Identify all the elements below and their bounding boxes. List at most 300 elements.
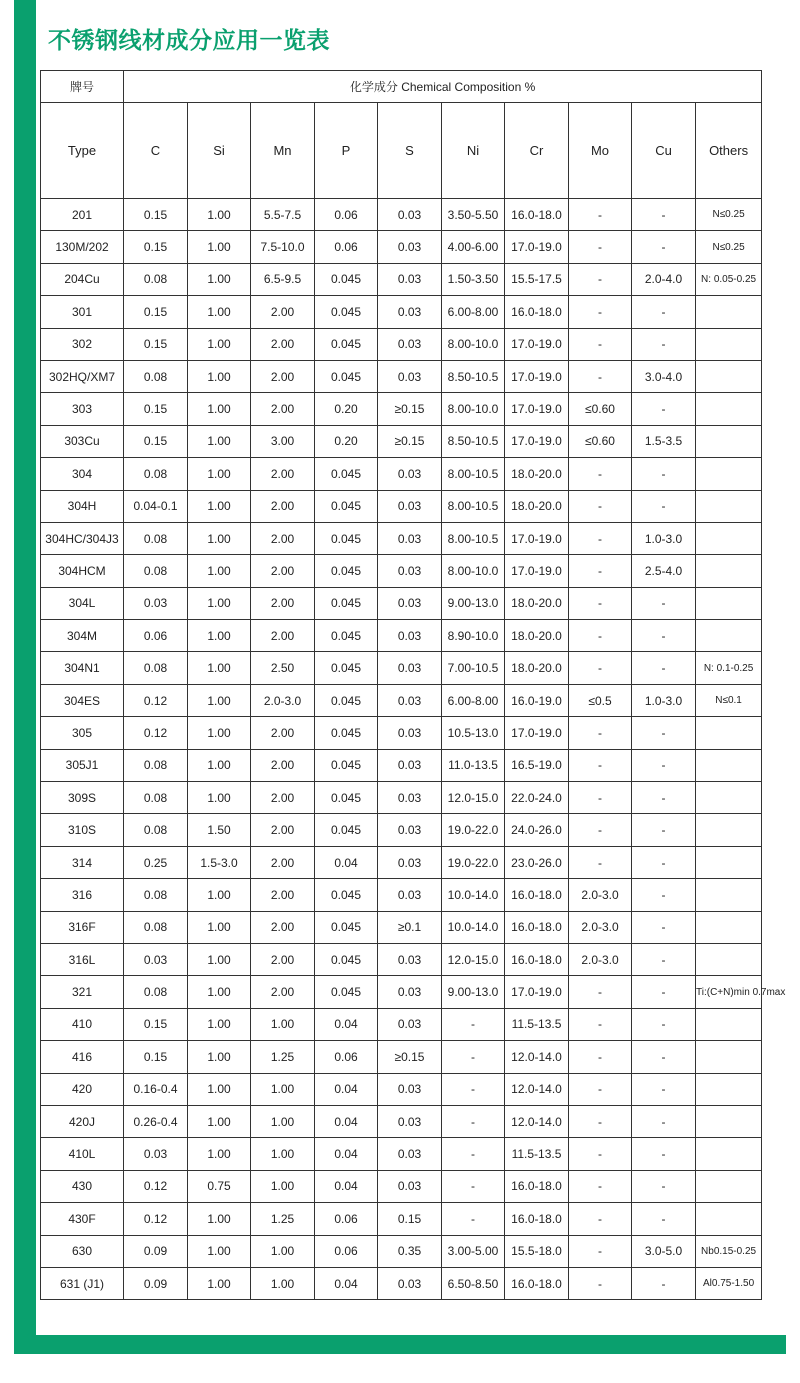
table-cell: 0.08 xyxy=(124,522,188,554)
table-cell xyxy=(696,522,762,554)
table-cell: 2.0-3.0 xyxy=(251,684,315,716)
table-cell: N≤0.1 xyxy=(696,684,762,716)
table-cell: 8.00-10.0 xyxy=(442,393,505,425)
grade-cell: 314 xyxy=(41,846,124,878)
table-cell: - xyxy=(632,587,696,619)
table-cell: 11.5-13.5 xyxy=(505,1008,569,1040)
table-row xyxy=(41,879,762,911)
table-cell: 3.00 xyxy=(251,425,315,457)
table-row xyxy=(41,522,762,554)
table-row xyxy=(41,846,762,878)
grade-label: 牌号 xyxy=(41,71,124,103)
table-cell: 0.15 xyxy=(378,1203,442,1235)
table-cell: 2.00 xyxy=(251,360,315,392)
table-cell: - xyxy=(632,328,696,360)
table-cell: 0.04 xyxy=(315,1267,378,1299)
table-cell: - xyxy=(632,749,696,781)
table-cell: 1.00 xyxy=(188,458,251,490)
table-cell: - xyxy=(442,1138,505,1170)
table-cell xyxy=(696,555,762,587)
table-row xyxy=(41,393,762,425)
table-cell: 1.00 xyxy=(188,1041,251,1073)
table-cell: - xyxy=(632,911,696,943)
table-cell: 0.15 xyxy=(124,1008,188,1040)
table-cell: 0.08 xyxy=(124,782,188,814)
table-cell: - xyxy=(569,652,632,684)
table-cell: 0.03 xyxy=(378,263,442,295)
column-header: C xyxy=(124,103,188,199)
table-cell xyxy=(696,749,762,781)
table-cell xyxy=(696,717,762,749)
table-cell: 6.5-9.5 xyxy=(251,263,315,295)
table-cell: 0.06 xyxy=(315,231,378,263)
table-cell: 0.03 xyxy=(378,976,442,1008)
table-cell: - xyxy=(569,296,632,328)
table-row xyxy=(41,199,762,231)
table-cell: 2.00 xyxy=(251,879,315,911)
composition-table xyxy=(40,70,786,1300)
header-row-columns xyxy=(41,103,762,199)
table-cell: - xyxy=(442,1073,505,1105)
table-cell: 0.08 xyxy=(124,555,188,587)
table-cell: 16.5-19.0 xyxy=(505,749,569,781)
table-cell: 0.06 xyxy=(315,1203,378,1235)
table-cell: - xyxy=(569,1138,632,1170)
table-cell xyxy=(696,814,762,846)
table-cell: - xyxy=(569,587,632,619)
table-cell: 0.045 xyxy=(315,652,378,684)
table-cell: 0.08 xyxy=(124,749,188,781)
table-cell: 24.0-26.0 xyxy=(505,814,569,846)
table-cell: 2.5-4.0 xyxy=(632,555,696,587)
table-row xyxy=(41,976,762,1008)
table-cell: - xyxy=(569,199,632,231)
table-cell: 16.0-19.0 xyxy=(505,684,569,716)
table-row xyxy=(41,458,762,490)
table-cell: - xyxy=(569,263,632,295)
table-cell: 12.0-15.0 xyxy=(442,782,505,814)
table-cell: 0.16-0.4 xyxy=(124,1073,188,1105)
table-row xyxy=(41,587,762,619)
table-cell: 1.00 xyxy=(188,1138,251,1170)
table-cell: 2.00 xyxy=(251,328,315,360)
table-cell: 0.03 xyxy=(378,1267,442,1299)
table-cell: - xyxy=(632,490,696,522)
column-header: Type xyxy=(41,103,124,199)
table-cell xyxy=(696,1170,762,1202)
table-cell: 19.0-22.0 xyxy=(442,814,505,846)
table-cell: 2.00 xyxy=(251,587,315,619)
table-cell: 1.00 xyxy=(188,1235,251,1267)
table-cell: 0.15 xyxy=(124,199,188,231)
table-cell: 7.00-10.5 xyxy=(442,652,505,684)
table-cell: 0.35 xyxy=(378,1235,442,1267)
grade-cell: 304ES xyxy=(41,684,124,716)
table-cell: 17.0-19.0 xyxy=(505,522,569,554)
table-row xyxy=(41,328,762,360)
table-cell: - xyxy=(632,879,696,911)
table-cell: 1.00 xyxy=(188,717,251,749)
table-cell: 0.045 xyxy=(315,458,378,490)
table-cell: 0.04 xyxy=(315,1105,378,1137)
table-cell: - xyxy=(632,814,696,846)
table-cell: 1.00 xyxy=(188,555,251,587)
table-cell: 16.0-18.0 xyxy=(505,199,569,231)
table-cell: - xyxy=(442,1008,505,1040)
table-cell: 0.045 xyxy=(315,263,378,295)
table-cell: 1.00 xyxy=(188,976,251,1008)
table-cell: - xyxy=(569,522,632,554)
grade-cell: 410 xyxy=(41,1008,124,1040)
table-cell: 0.03 xyxy=(378,943,442,975)
table-cell: - xyxy=(632,976,696,1008)
table-cell: - xyxy=(632,1073,696,1105)
table-row xyxy=(41,425,762,457)
table-cell: 1.5-3.0 xyxy=(188,846,251,878)
table-cell: - xyxy=(569,782,632,814)
table-row xyxy=(41,814,762,846)
table-cell: 2.50 xyxy=(251,652,315,684)
table-cell: 11.5-13.5 xyxy=(505,1138,569,1170)
column-header: Mo xyxy=(569,103,632,199)
table-cell: 1.00 xyxy=(188,425,251,457)
table-cell: 0.03 xyxy=(378,360,442,392)
table-row xyxy=(41,296,762,328)
table-row xyxy=(41,1008,762,1040)
table-cell: - xyxy=(569,620,632,652)
table-cell: 1.00 xyxy=(188,1203,251,1235)
table-cell: 2.00 xyxy=(251,458,315,490)
table-cell: ≤0.60 xyxy=(569,425,632,457)
table-cell: - xyxy=(569,1267,632,1299)
table-cell: - xyxy=(632,199,696,231)
grade-cell: 304HC/304J3 xyxy=(41,522,124,554)
table-cell: 2.00 xyxy=(251,717,315,749)
table-cell: - xyxy=(632,943,696,975)
table-cell: 1.00 xyxy=(188,231,251,263)
table-cell: 8.00-10.0 xyxy=(442,328,505,360)
table-row xyxy=(41,360,762,392)
composition-label: 化学成分 Chemical Composition % xyxy=(124,71,762,103)
table-cell: 16.0-18.0 xyxy=(505,911,569,943)
table-cell: 1.00 xyxy=(188,199,251,231)
table-cell: 0.03 xyxy=(378,879,442,911)
table-cell: 1.00 xyxy=(188,943,251,975)
table-cell xyxy=(696,328,762,360)
table-cell: 0.04 xyxy=(315,1138,378,1170)
table-cell: 1.00 xyxy=(251,1235,315,1267)
table-cell: 0.04 xyxy=(315,1008,378,1040)
table-cell: 0.03 xyxy=(378,1105,442,1137)
table-cell: 0.045 xyxy=(315,328,378,360)
table-cell: 2.00 xyxy=(251,846,315,878)
column-header: Ni xyxy=(442,103,505,199)
table-cell: 16.0-18.0 xyxy=(505,296,569,328)
table-cell: 0.08 xyxy=(124,879,188,911)
grade-cell: 316F xyxy=(41,911,124,943)
table-cell: 18.0-20.0 xyxy=(505,652,569,684)
table-cell: 0.03 xyxy=(124,943,188,975)
table-cell: 0.045 xyxy=(315,684,378,716)
table-row xyxy=(41,1073,762,1105)
table-cell: 17.0-19.0 xyxy=(505,328,569,360)
table-cell: 0.045 xyxy=(315,360,378,392)
table-cell: 1.00 xyxy=(188,393,251,425)
table-cell: - xyxy=(569,814,632,846)
table-row xyxy=(41,782,762,814)
table-cell: 0.03 xyxy=(124,1138,188,1170)
table-cell: 16.0-18.0 xyxy=(505,879,569,911)
column-header: S xyxy=(378,103,442,199)
grade-cell: 630 xyxy=(41,1235,124,1267)
table-cell: 1.50 xyxy=(188,814,251,846)
grade-cell: 309S xyxy=(41,782,124,814)
table-cell xyxy=(696,1008,762,1040)
table-cell: 3.0-4.0 xyxy=(632,360,696,392)
table-cell: - xyxy=(442,1203,505,1235)
table-cell: 12.0-14.0 xyxy=(505,1073,569,1105)
table-row xyxy=(41,684,762,716)
table-cell: 2.00 xyxy=(251,911,315,943)
table-cell: 1.00 xyxy=(188,263,251,295)
table-cell: - xyxy=(632,458,696,490)
table-cell: 1.00 xyxy=(251,1105,315,1137)
grade-cell: 304 xyxy=(41,458,124,490)
table-cell: 17.0-19.0 xyxy=(505,555,569,587)
table-cell: 1.50-3.50 xyxy=(442,263,505,295)
table-cell: - xyxy=(442,1170,505,1202)
table-cell: 1.00 xyxy=(251,1138,315,1170)
column-header: Cu xyxy=(632,103,696,199)
table-cell: 0.03 xyxy=(378,587,442,619)
table-cell: - xyxy=(569,360,632,392)
table-cell: 0.03 xyxy=(378,328,442,360)
table-cell xyxy=(696,911,762,943)
table-cell: 1.00 xyxy=(188,360,251,392)
column-header: Others xyxy=(696,103,762,199)
table-cell xyxy=(696,490,762,522)
table-cell: - xyxy=(569,1073,632,1105)
grade-cell: 303 xyxy=(41,393,124,425)
table-cell: 6.00-8.00 xyxy=(442,296,505,328)
table-cell: 0.08 xyxy=(124,976,188,1008)
table-cell: 0.03 xyxy=(378,782,442,814)
grade-cell: 410L xyxy=(41,1138,124,1170)
table-cell: ≥0.1 xyxy=(378,911,442,943)
table-cell: 0.045 xyxy=(315,943,378,975)
grade-cell: 631 (J1) xyxy=(41,1267,124,1299)
grade-cell: 130M/202 xyxy=(41,231,124,263)
table-cell: 16.0-18.0 xyxy=(505,1170,569,1202)
table-cell: 0.03 xyxy=(378,749,442,781)
table-cell: 3.0-5.0 xyxy=(632,1235,696,1267)
table-cell: 1.00 xyxy=(188,749,251,781)
table-cell: 0.03 xyxy=(378,652,442,684)
table-cell xyxy=(696,393,762,425)
table-cell: 0.045 xyxy=(315,717,378,749)
table-cell: 0.15 xyxy=(124,231,188,263)
table-cell: - xyxy=(632,1008,696,1040)
table-cell xyxy=(696,943,762,975)
table-row xyxy=(41,555,762,587)
table-cell: 16.0-18.0 xyxy=(505,1267,569,1299)
table-cell: - xyxy=(632,846,696,878)
table-cell xyxy=(696,782,762,814)
table-cell: - xyxy=(569,1105,632,1137)
grade-cell: 321 xyxy=(41,976,124,1008)
table-cell: - xyxy=(442,1105,505,1137)
table-cell: 16.0-18.0 xyxy=(505,1203,569,1235)
table-cell: 19.0-22.0 xyxy=(442,846,505,878)
table-cell: Nb0.15-0.25 xyxy=(696,1235,762,1267)
table-cell: 0.06 xyxy=(124,620,188,652)
table-cell: 12.0-15.0 xyxy=(442,943,505,975)
table-cell: - xyxy=(569,717,632,749)
table-cell: - xyxy=(569,976,632,1008)
table-cell xyxy=(696,458,762,490)
table-cell: 0.15 xyxy=(124,328,188,360)
table-cell: - xyxy=(442,1041,505,1073)
table-cell: 6.50-8.50 xyxy=(442,1267,505,1299)
table-cell: 1.00 xyxy=(188,587,251,619)
table-cell: 1.00 xyxy=(188,328,251,360)
table-cell: 0.045 xyxy=(315,782,378,814)
table-cell: 17.0-19.0 xyxy=(505,393,569,425)
table-cell: 0.045 xyxy=(315,976,378,1008)
table-cell: 2.00 xyxy=(251,749,315,781)
table-cell: 0.045 xyxy=(315,555,378,587)
table-cell: 0.25 xyxy=(124,846,188,878)
page-title: 不锈钢线材成分应用一览表 xyxy=(48,28,330,54)
grade-cell: 316L xyxy=(41,943,124,975)
table-cell: 9.00-13.0 xyxy=(442,976,505,1008)
table-cell: 0.045 xyxy=(315,490,378,522)
table-cell: 0.03 xyxy=(378,1073,442,1105)
grade-cell: 304N1 xyxy=(41,652,124,684)
table-cell: 17.0-19.0 xyxy=(505,425,569,457)
table-cell: 1.00 xyxy=(188,620,251,652)
table-cell: - xyxy=(569,1203,632,1235)
table-cell xyxy=(696,296,762,328)
table-cell xyxy=(696,846,762,878)
table-cell: 0.03 xyxy=(378,199,442,231)
table-cell: - xyxy=(632,782,696,814)
table-cell: 8.00-10.5 xyxy=(442,522,505,554)
table-cell: 0.04-0.1 xyxy=(124,490,188,522)
grade-cell: 416 xyxy=(41,1041,124,1073)
grade-cell: 304H xyxy=(41,490,124,522)
table-cell: 1.00 xyxy=(188,911,251,943)
table-cell: 1.00 xyxy=(188,684,251,716)
table-cell: ≤0.5 xyxy=(569,684,632,716)
table-row xyxy=(41,1041,762,1073)
table-cell: 0.03 xyxy=(124,587,188,619)
table-cell: ≥0.15 xyxy=(378,393,442,425)
grade-cell: 310S xyxy=(41,814,124,846)
table-cell: 9.00-13.0 xyxy=(442,587,505,619)
table-cell: 15.5-17.5 xyxy=(505,263,569,295)
table-cell: 16.0-18.0 xyxy=(505,943,569,975)
grade-cell: 304HCM xyxy=(41,555,124,587)
table-cell: - xyxy=(569,1235,632,1267)
table-cell: 0.09 xyxy=(124,1235,188,1267)
table-cell: 10.5-13.0 xyxy=(442,717,505,749)
table-cell: 8.00-10.5 xyxy=(442,490,505,522)
table-cell: 10.0-14.0 xyxy=(442,911,505,943)
table-cell: 0.04 xyxy=(315,1073,378,1105)
grade-cell: 430F xyxy=(41,1203,124,1235)
table-cell: 1.00 xyxy=(188,296,251,328)
table-row xyxy=(41,263,762,295)
table-cell: 15.5-18.0 xyxy=(505,1235,569,1267)
table-cell: 0.045 xyxy=(315,296,378,328)
table-cell: 18.0-20.0 xyxy=(505,620,569,652)
table-cell: 17.0-19.0 xyxy=(505,231,569,263)
grade-cell: 305J1 xyxy=(41,749,124,781)
table-cell xyxy=(696,425,762,457)
column-header: Si xyxy=(188,103,251,199)
table-cell: - xyxy=(632,231,696,263)
table-cell: 2.00 xyxy=(251,522,315,554)
table-cell: 0.03 xyxy=(378,458,442,490)
table-cell: 18.0-20.0 xyxy=(505,490,569,522)
table-cell: 0.12 xyxy=(124,717,188,749)
table-cell: - xyxy=(632,1203,696,1235)
table-cell: - xyxy=(569,458,632,490)
column-header: Cr xyxy=(505,103,569,199)
table-cell: - xyxy=(569,846,632,878)
table-cell: - xyxy=(632,717,696,749)
table-cell: 17.0-19.0 xyxy=(505,717,569,749)
table-cell: 12.0-14.0 xyxy=(505,1041,569,1073)
table-cell: 17.0-19.0 xyxy=(505,976,569,1008)
table-cell: 0.03 xyxy=(378,1170,442,1202)
table-cell: - xyxy=(632,1267,696,1299)
table-cell: 0.04 xyxy=(315,846,378,878)
grade-cell: 201 xyxy=(41,199,124,231)
table-cell: 0.03 xyxy=(378,490,442,522)
table-cell: 0.12 xyxy=(124,684,188,716)
table-row xyxy=(41,1138,762,1170)
table-cell: 0.03 xyxy=(378,296,442,328)
grade-cell: 420J xyxy=(41,1105,124,1137)
table-cell: - xyxy=(632,1170,696,1202)
table-cell: 0.03 xyxy=(378,620,442,652)
table-cell: 0.12 xyxy=(124,1170,188,1202)
table-cell xyxy=(696,1203,762,1235)
table-cell: 0.045 xyxy=(315,814,378,846)
table-row xyxy=(41,1267,762,1299)
table-cell: 0.045 xyxy=(315,749,378,781)
table-cell: 4.00-6.00 xyxy=(442,231,505,263)
table-cell: - xyxy=(569,1041,632,1073)
table-cell: 0.20 xyxy=(315,393,378,425)
table-cell: 1.25 xyxy=(251,1203,315,1235)
grade-cell: 316 xyxy=(41,879,124,911)
table-cell: 2.00 xyxy=(251,782,315,814)
table-cell xyxy=(696,1041,762,1073)
table-cell: 7.5-10.0 xyxy=(251,231,315,263)
table-cell: 2.0-3.0 xyxy=(569,911,632,943)
table-cell: 1.00 xyxy=(188,522,251,554)
table-cell: 0.04 xyxy=(315,1170,378,1202)
table-cell: 1.00 xyxy=(188,1267,251,1299)
table-cell: 1.00 xyxy=(251,1008,315,1040)
table-row xyxy=(41,1170,762,1202)
table-cell: - xyxy=(632,620,696,652)
table-cell: 5.5-7.5 xyxy=(251,199,315,231)
table-row xyxy=(41,717,762,749)
